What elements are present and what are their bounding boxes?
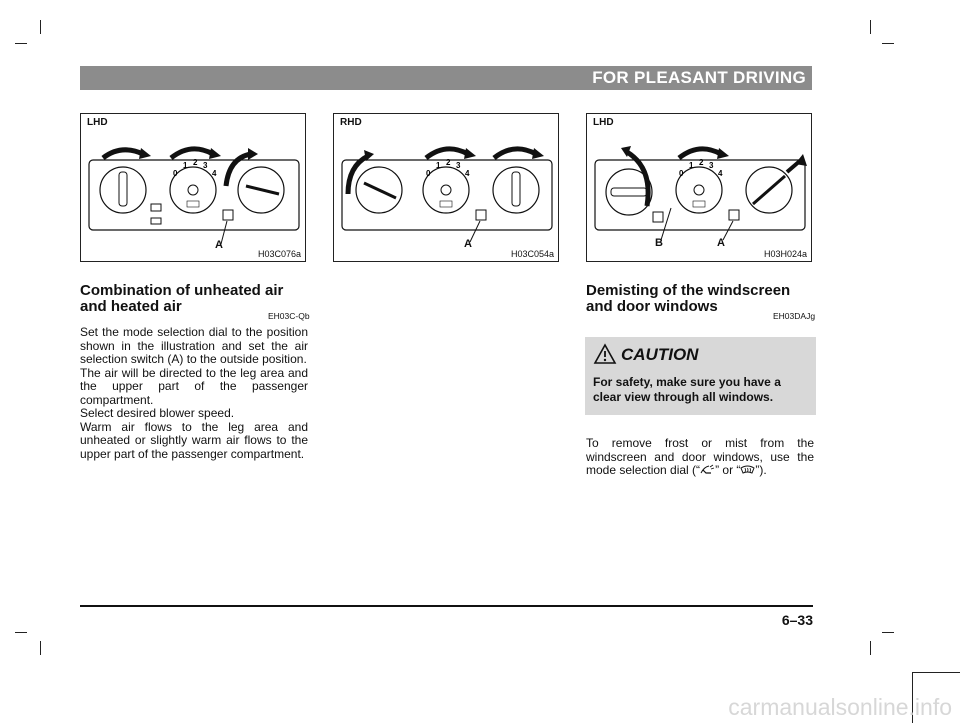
section-body-demisting	[586, 437, 814, 478]
body-text-part: To remove frost or mist from the windscreen and door windows, use the mode selection dial (“	[586, 436, 814, 477]
svg-text:1: 1	[436, 161, 441, 170]
body-text-part: ”).	[755, 463, 767, 477]
figure-code: H03H024a	[763, 249, 807, 259]
mode-selection-dial	[746, 167, 792, 213]
crop-mark	[15, 43, 27, 44]
climate-panel-illustration	[81, 128, 305, 248]
climate-panel-illustration	[587, 128, 811, 248]
section-title-unheated: Combination of unheated air and heated air	[80, 282, 284, 315]
air-selection-switch	[476, 210, 486, 220]
figure-lhd-unheated	[80, 113, 306, 262]
footer-rule	[80, 605, 813, 607]
fan-dial-left	[100, 167, 146, 213]
figure-code: H03C076a	[257, 249, 301, 259]
paragraph: Select desired blower speed.	[80, 406, 235, 420]
callout-a: A	[717, 237, 725, 248]
svg-text:2: 2	[193, 158, 198, 167]
svg-text:3: 3	[456, 161, 461, 170]
watermark: carmanualsonline.info	[728, 694, 952, 720]
figure-label: RHD	[340, 117, 362, 128]
air-selection-switch	[729, 210, 739, 220]
crop-mark	[870, 20, 871, 34]
svg-text:1: 1	[183, 161, 188, 170]
section-body-unheated	[80, 326, 308, 461]
caution-title: CAUTION	[621, 345, 699, 364]
figure-rhd-unheated	[333, 113, 559, 262]
svg-text:1: 1	[689, 161, 694, 170]
caution-text: For safety, make sure you have a clear view through all windows.	[593, 375, 781, 404]
figure-code: H03C054a	[510, 249, 554, 259]
air-selection-switch	[223, 210, 233, 220]
crop-mark	[40, 20, 41, 34]
crop-mark	[40, 641, 41, 655]
mode-selection-dial	[238, 167, 284, 213]
svg-text:0: 0	[679, 169, 684, 178]
section-header-title: FOR PLEASANT DRIVING	[592, 68, 806, 87]
section-header-bar	[80, 66, 812, 90]
figure-label: LHD	[87, 117, 108, 128]
mode-selection-dial	[356, 167, 402, 213]
svg-text:0: 0	[173, 169, 178, 178]
crop-mark	[882, 43, 894, 44]
crop-mark	[870, 641, 871, 655]
crop-mark	[912, 672, 960, 673]
svg-text:2: 2	[446, 158, 451, 167]
paragraph: Set the mode selection dial to the position shown in the illustration and set the air selection switch (A) to the outside position.	[80, 325, 308, 366]
button	[151, 204, 161, 211]
foot-defrost-icon	[700, 464, 715, 475]
svg-text:4: 4	[212, 169, 217, 178]
button	[151, 218, 161, 224]
fan-speed-dial	[423, 158, 470, 213]
svg-text:4: 4	[718, 169, 723, 178]
svg-text:4: 4	[465, 169, 470, 178]
button	[653, 212, 663, 222]
caution-box	[585, 337, 816, 415]
fan-speed-dial	[170, 158, 217, 213]
warning-triangle-icon	[593, 343, 617, 365]
callout-a: A	[215, 239, 223, 248]
section-code: EH03DAJg	[773, 311, 816, 321]
svg-text:2: 2	[699, 158, 704, 167]
paragraph: The air will be directed to the leg area and the upper part of the passenger compartment.	[80, 365, 308, 407]
figure-lhd-demisting	[586, 113, 812, 262]
body-text-part: ” or “	[715, 463, 741, 477]
windscreen-defrost-icon	[740, 464, 755, 475]
callout-a: A	[464, 238, 472, 248]
svg-text:3: 3	[203, 161, 208, 170]
callout-b: B	[655, 237, 663, 248]
paragraph: Warm air flows to the leg area and unheated or slightly warm air flows to the upper part of the passenger compartment.	[80, 419, 308, 461]
crop-mark	[15, 632, 27, 633]
fan-speed-dial	[676, 158, 723, 213]
figure-label: LHD	[593, 117, 614, 128]
svg-text:3: 3	[709, 161, 714, 170]
temperature-dial	[493, 167, 539, 213]
climate-panel-illustration	[334, 128, 558, 248]
svg-text:0: 0	[426, 169, 431, 178]
caution-header	[593, 343, 699, 367]
section-title-demisting: Demisting of the windscreen and door windows	[586, 282, 791, 315]
crop-mark	[882, 632, 894, 633]
page-number: 6–33	[781, 612, 813, 628]
section-code: EH03C-Qb	[268, 311, 310, 321]
